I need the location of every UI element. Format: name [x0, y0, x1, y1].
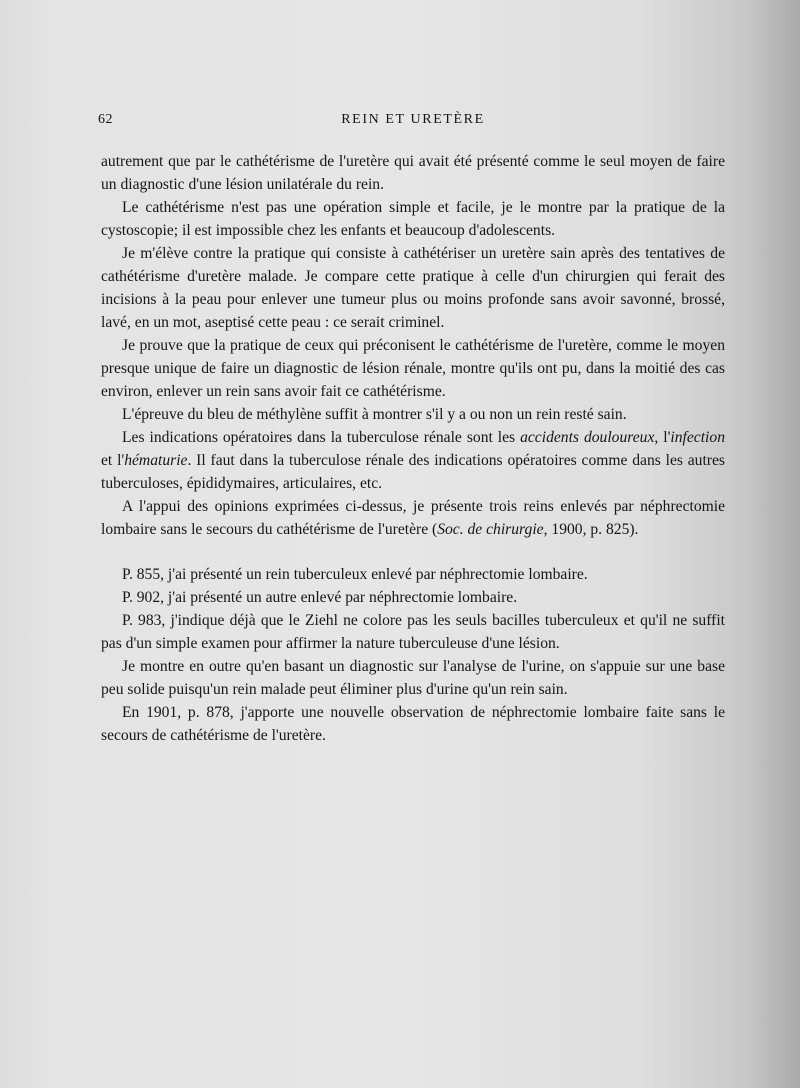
- italic-term: accidents douloureux: [520, 429, 655, 446]
- text-run: Les indications opératoires dans la tuberculose rénale sont les: [122, 429, 521, 446]
- text-run: et l': [101, 452, 125, 469]
- text-run: . Il faut dans la tuberculose rénale des indications opératoires comme dans les autres tuberculoses, épididymaires, articulaires, etc.: [101, 452, 725, 492]
- paragraph: Je prouve que la pratique de ceux qui préconisent le cathétérisme de l'uretère, comme le moyen presque unique de faire un diagnostic de lésion rénale, montre qu'ils ont pu, dans la moitié des cas environ, enlever un rein sans avoir fait ce cathétérisme.: [101, 337, 725, 400]
- paragraph: En 1901, p. 878, j'apporte une nouvelle observation de néphrectomie lombaire faite sans le secours de cathétérisme de l'uretère.: [101, 704, 725, 744]
- page-number: 62: [98, 112, 113, 127]
- paragraph: P. 983, j'indique déjà que le Ziehl ne colore pas les seuls bacilles tuberculeux et qu'il ne suffit pas d'un simple examen pour affirmer la nature tuberculeuse d'une lésion.: [101, 612, 725, 652]
- paragraph: [101, 495, 725, 541]
- italic-term: hématurie: [124, 452, 188, 469]
- running-title: REIN ET URETÈRE: [341, 112, 485, 127]
- body-text: [101, 150, 725, 747]
- text-run: , l': [654, 429, 671, 446]
- paragraph: Le cathétérisme n'est pas une opération simple et facile, je le montre par la pratique de la cystoscopie; il est impossible chez les enfants et beaucoup d'adolescents.: [101, 199, 725, 239]
- paragraph: [101, 426, 725, 495]
- page-header: [98, 112, 728, 132]
- text-run: A l'appui des opinions exprimées ci-dessus, je présente trois reins enlevés par néphrectomie lombaire sans le secours du cathétérisme de l'uretère (: [101, 498, 725, 538]
- text-run: , 1900, p. 825).: [543, 521, 639, 538]
- paragraph: Je m'élève contre la pratique qui consiste à cathétériser un uretère sain après des tentatives de cathétérisme d'uretère malade. Je compare cette pratique à celle d'un chirurgien qui ferait des incisions à la peau pour enlever une tumeur plus ou moins profonde sans avoir savonné, brossé, lavé, en un mot, aseptisé cette peau : ce serait criminel.: [101, 245, 725, 331]
- paragraph: Je montre en outre qu'en basant un diagnostic sur l'analyse de l'urine, on s'appuie sur une base peu solide puisqu'un rein malade peut éliminer plus d'urine qu'un rein sain.: [101, 658, 725, 698]
- paragraph: autrement que par le cathétérisme de l'uretère qui avait été présenté comme le seul moyen de faire un diagnostic d'une lésion unilatérale du rein.: [101, 153, 725, 193]
- italic-term: infection: [670, 429, 725, 446]
- paragraph: L'épreuve du bleu de méthylène suffit à montrer s'il y a ou non un rein resté sain.: [122, 406, 627, 423]
- paragraph: P. 902, j'ai présenté un autre enlevé par néphrectomie lombaire.: [122, 589, 518, 606]
- paragraph: P. 855, j'ai présenté un rein tuberculeux enlevé par néphrectomie lombaire.: [122, 566, 588, 583]
- citation-journal: Soc. de chirurgie: [437, 521, 544, 538]
